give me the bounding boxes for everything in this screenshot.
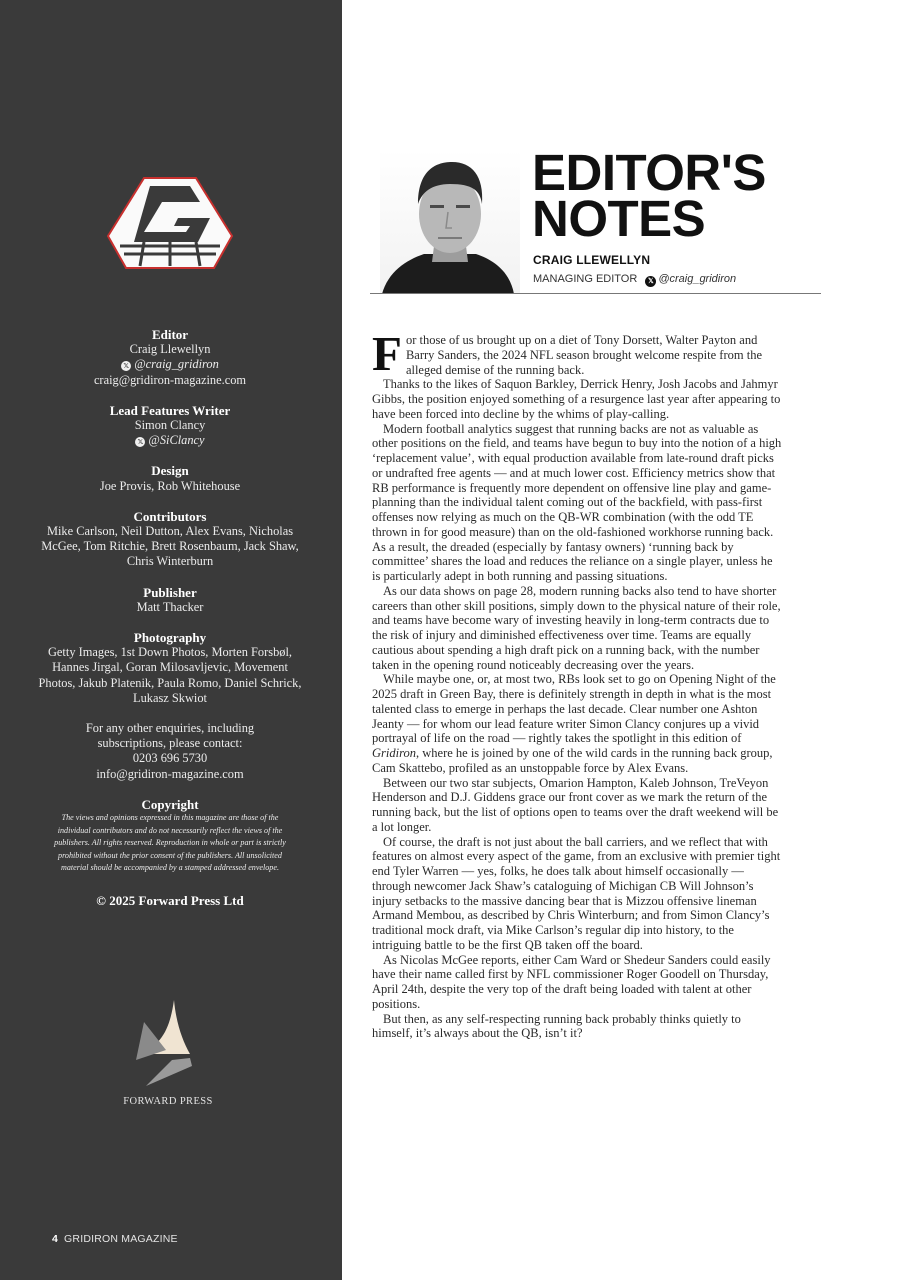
x-logo-icon: 𝕏 [645,276,656,287]
paragraph: While maybe one, or, at most two, RBs look set to go on Opening Night of the 2025 draft in Green Bay, there is definitely strength in depth in what is the most talented class to emerge in perhaps the last decade. Clear number one Ashton Jeanty — for whom our lead feature writer Simon Clancy conjures up a vivid portrayal of life on the road — rightly takes the spotlight in this edition of Gridiron, where he is joined by one of the wild cards in the running back group, Cam Skattebo, profiled as an unstoppable force by Alex Evans. [372,672,776,775]
x-logo-icon: 𝕏 [121,361,131,371]
sidebar [0,0,342,1280]
copyright-heading: Copyright [141,796,199,812]
editor-email[interactable]: craig@gridiron-magazine.com [93,372,247,387]
enquiries [20,721,320,782]
credit-line: Mike Carlson, Neil Dutton, Alex Evans, Nicholas [46,524,294,539]
credit-name: Matt Thacker [136,599,204,614]
credit-line: Chris Winterburn [126,554,214,569]
author-name: CRAIG LLEWELLYN [533,253,651,267]
paragraph: For those of us brought up on a diet of Tony Dorsett, Walter Payton and Barry Sanders, the 2024 NFL season brought welcome respite from the alleged demise of the running back. [372,326,762,381]
copyright-line: © 2025 Forward Press Ltd [96,892,244,908]
credit-heading: Contributors [133,508,207,524]
forward-press-label: FORWARD PRESS [123,1096,213,1107]
title-line-1: EDITOR'S [532,144,766,201]
paragraph: Modern football analytics suggest that running backs are not as valuable as other positions on the field, and teams have begun to buy into the notion of a high ‘replacement value’, with equal production available from late-round draft picks or undrafted free agents — and at much lower cost. Efficiency metrics show that RB performance is frequently more dependent on offensive line play and game-planning than the individual talent coming out of the backfield, with pass-first offenses now relying as much on the QB-WR combination (with the odd TE thrown in for good measure) than on the old-fashioned workhorse running back. As a result, the dreaded (especially by fantasy owners) ‘running back by committee’ shares the load and reduces the reliance on a single player, unless he is particularly adept in both running and passing situations. [372,421,782,583]
writer-social-handle[interactable]: @SiClancy [148,433,205,448]
editor-portrait [380,150,520,294]
credit-design [20,463,320,493]
editor-social-handle[interactable]: @craig_gridiron [134,357,219,372]
credit-contributors [20,509,320,570]
page-footer [52,1233,178,1245]
credit-name: Simon Clancy [134,418,206,433]
disclaimer-text: The views and opinions expressed in this magazine are those of the individual contributors and do not necessarily reflect the views of the publishers. All rights reserved. Reproduction in whole or part is strictly prohibited without the prior consent of the publishers. All unsolicited material should be accompanied by a stamped addressed envelope. [54,813,286,873]
page-title [532,144,766,247]
author-social-handle[interactable]: @craig_gridiron [658,273,737,285]
credit-heading: Photography [133,630,207,646]
role-text: MANAGING EDITOR [533,273,638,285]
paragraph: Of course, the draft is not just about the ball carriers, and we reflect that with features on almost every aspect of the game, from an exclusive with premier tight end Tyler Warren — yes, folks, he does talk about himself occasionally — through newcomer Jack Shaw’s cataloguing of Michigan CB Will Johnson’s injury setbacks to the massive dancing bear that is Mizzou offensive lineman Armand Membou, as described by Chris Winterburn; and from Simon Clancy’s traditional mock draft, via Mike Carlson’s regular dip into history, to the intriguing battle to be the first QB taken off the board. [372,834,781,952]
credit-line: Hannes Jirgal, Goran Milosavljevic, Movement [52,660,288,675]
paragraph: As our data shows on page 28, modern running backs also tend to have shorter careers than other skill positions, simply down to the physical nature of their role, and teams have become wary of investing heavily in long-term contracts due to the risk of injury and diminished effectiveness over time. Teams are equally cautious about spending a high draft pick on a running back, with the number taken in the opening round noticeably decreasing over the years. [372,583,781,672]
paragraph: But then, as any self-respecting running back probably thinks quietly to himself, it’s always about the QB, isn’t it? [372,1011,741,1041]
title-line-2: NOTES [532,190,706,247]
paragraph: Thanks to the likes of Saquon Barkley, Derrick Henry, Josh Jacobs and Jahmyr Gibbs, the position enjoyed something of a resurgence last year after appearing to have been forced into decline by the whims of play-calling. [372,377,781,421]
credit-line: McGee, Tom Ritchie, Brett Rosenbaum, Jack Shaw, [41,539,299,554]
credit-heading: Lead Features Writer [109,402,231,418]
author-role [533,273,736,287]
credit-line: Photos, Jakub Platenik, Paula Romo, Daniel Schrick, [38,675,302,690]
credit-name: Joe Provis, Rob Whitehouse [99,478,241,493]
enquiries-email[interactable]: info@gridiron-magazine.com [96,766,244,781]
credit-heading: Editor [151,327,189,342]
x-logo-icon: 𝕏 [135,437,145,447]
paragraph: As Nicolas McGee reports, either Cam Ward or Shedeur Sanders could easily have their name called first by NFL commissioner Roger Goodell on Thursday, April 24th, despite the very top of the draft being loaded with talent at other positions. [372,952,771,1011]
header-divider [370,293,821,294]
copyright-section [20,797,320,908]
credit-line: Getty Images, 1st Down Photos, Morten Forsbøl, [47,645,293,660]
page-number: 4 [52,1233,59,1245]
credit-heading: Design [151,463,189,479]
forward-press-logo [130,998,200,1090]
credit-heading: Publisher [143,584,197,600]
credit-photography [20,630,320,706]
magazine-name: GRIDIRON MAGAZINE [64,1233,178,1245]
credit-name: Craig Llewellyn [129,342,211,357]
credit-line: Lukasz Skwiot [133,690,207,705]
credits-block [20,327,320,923]
credit-editor [20,327,320,388]
article-body [372,326,782,1041]
gridiron-g-logo [104,174,236,274]
enquiries-line: For any other enquiries, including [85,721,255,736]
magazine-title: Gridiron [372,746,416,760]
drop-cap: F [372,326,402,381]
enquiries-line: subscriptions, please contact: [97,736,243,751]
paragraph: Between our two star subjects, Omarion Hampton, Kaleb Johnson, TreVeyon Henderson and D.J. Giddens grace our front cover as we mark the return of the running back, but the list of options open to teams over the draft weekend will be a lot longer. [372,775,779,834]
enquiries-phone: 0203 696 5730 [132,751,208,766]
credit-publisher [20,585,320,615]
credit-lead-writer [20,403,320,449]
